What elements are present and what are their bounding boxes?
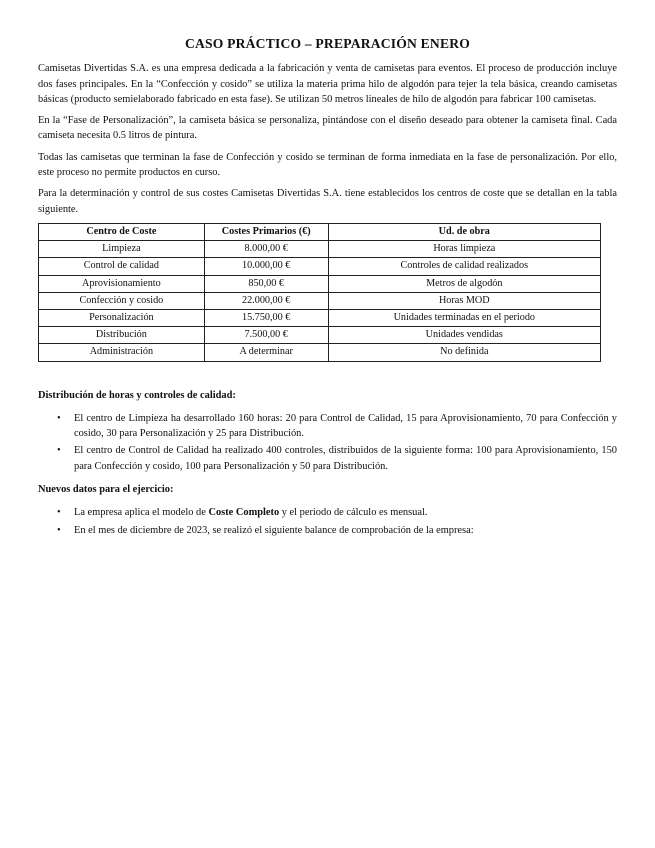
- table-row: [39, 344, 601, 361]
- section-new-data-title: Nuevos datos para el ejercicio:: [38, 484, 174, 496]
- table-row: [39, 292, 601, 309]
- list-item-text-bold: Coste Completo: [208, 507, 280, 519]
- primary-cost-cell: 10.000,00 €: [204, 258, 328, 275]
- new-data-list: [38, 505, 617, 538]
- cost-center-cell: Personalización: [39, 309, 205, 326]
- cost-center-cell: Distribución: [39, 327, 205, 344]
- work-unit-cell: Unidades terminadas en el periodo: [328, 309, 600, 326]
- bullet-icon: •: [57, 412, 61, 424]
- list-item-text: El centro de Control de Calidad ha realizado 400 controles, distribuidos de la siguiente forma: 100 para Aprovisionamiento, 150 para Confección y cosido, 100 para Personalización y 50 para Distribución.: [74, 445, 617, 472]
- list-item-text-post: y el periodo de cálculo es mensual.: [279, 507, 428, 519]
- list-item: [57, 411, 617, 442]
- page-title: CASO PRÁCTICO – PREPARACIÓN ENERO: [184, 36, 471, 51]
- header-cost-center: Centro de Coste: [39, 223, 205, 240]
- list-item-text-pre: La empresa aplica el modelo de: [74, 507, 209, 519]
- list-item: [57, 505, 617, 520]
- list-item: [57, 443, 617, 474]
- work-unit-cell: No definida: [328, 344, 600, 361]
- list-item-text: En el mes de diciembre de 2023, se realizó el siguiente balance de comprobación de la empresa:: [74, 524, 474, 536]
- primary-cost-cell: 850,00 €: [204, 275, 328, 292]
- cost-center-cell: Aprovisionamiento: [39, 275, 205, 292]
- primary-cost-cell: A determinar: [204, 344, 328, 361]
- header-primary-costs: Costes Primarios (€): [204, 223, 328, 240]
- section-hours-controls-title: Distribución de horas y controles de calidad:: [38, 389, 236, 401]
- cost-center-cell: Confección y cosido: [39, 292, 205, 309]
- cost-center-cell: Control de calidad: [39, 258, 205, 275]
- list-item: [57, 523, 617, 538]
- cost-center-cell: Limpieza: [39, 241, 205, 258]
- intro-paragraph-4: Para la determinación y control de sus costes Camisetas Divertidas S.A. tiene establecidos los centros de coste que se detallan en la tabla siguiente.: [38, 188, 617, 215]
- primary-cost-cell: 15.750,00 €: [204, 309, 328, 326]
- work-unit-cell: Unidades vendidas: [328, 327, 600, 344]
- bullet-icon: •: [57, 507, 61, 519]
- table-row: [39, 241, 601, 258]
- hours-controls-list: [38, 411, 617, 474]
- table-header-row: [39, 223, 601, 240]
- table-row: [39, 275, 601, 292]
- bullet-icon: •: [57, 445, 61, 457]
- list-item-text: El centro de Limpieza ha desarrollado 160 horas: 20 para Control de Calidad, 15 para Aprovisionamiento, 70 para Confección y cosido, 30 para Personalización y 25 para Distribución.: [74, 412, 617, 440]
- table-row: [39, 258, 601, 275]
- primary-cost-cell: 22.000,00 €: [204, 292, 328, 309]
- primary-cost-cell: 7.500,00 €: [204, 327, 328, 344]
- work-unit-cell: Metros de algodón: [328, 275, 600, 292]
- cost-center-cell: Administración: [39, 344, 205, 361]
- bullet-icon: •: [57, 524, 61, 536]
- work-unit-cell: Horas limpieza: [328, 241, 600, 258]
- intro-paragraph-3: Todas las camisetas que terminan la fase de Confección y cosido se terminan de forma inmediata en la fase de personalización. Por ello, este proceso no permite productos en curso.: [38, 151, 617, 179]
- table-row: [39, 309, 601, 326]
- work-unit-cell: Horas MOD: [328, 292, 600, 309]
- intro-paragraph-1: Camisetas Divertidas S.A. es una empresa dedicada a la fabricación y venta de camisetas para eventos. El proceso de producción incluye dos fases principales. En la “Confección y cosido” se utiliza la materia prima hilo de algodón para tejer la tela básica, creando camisetas básicas (producto semielaborado fabricado en esta fase). Se utilizan 50 metros lineales de hilo de algodón para fabricar 100 camisetas.: [38, 63, 617, 105]
- cost-centers-table: [38, 223, 601, 362]
- table-row: [39, 327, 601, 344]
- work-unit-cell: Controles de calidad realizados: [328, 258, 600, 275]
- intro-paragraph-2: En la “Fase de Personalización”, la camiseta básica se personaliza, pintándose con el diseño deseado para obtener la camiseta final. Cada camiseta necesita 0.5 litros de pintura.: [38, 115, 617, 142]
- primary-cost-cell: 8.000,00 €: [204, 241, 328, 258]
- header-work-unit: Ud. de obra: [328, 223, 600, 240]
